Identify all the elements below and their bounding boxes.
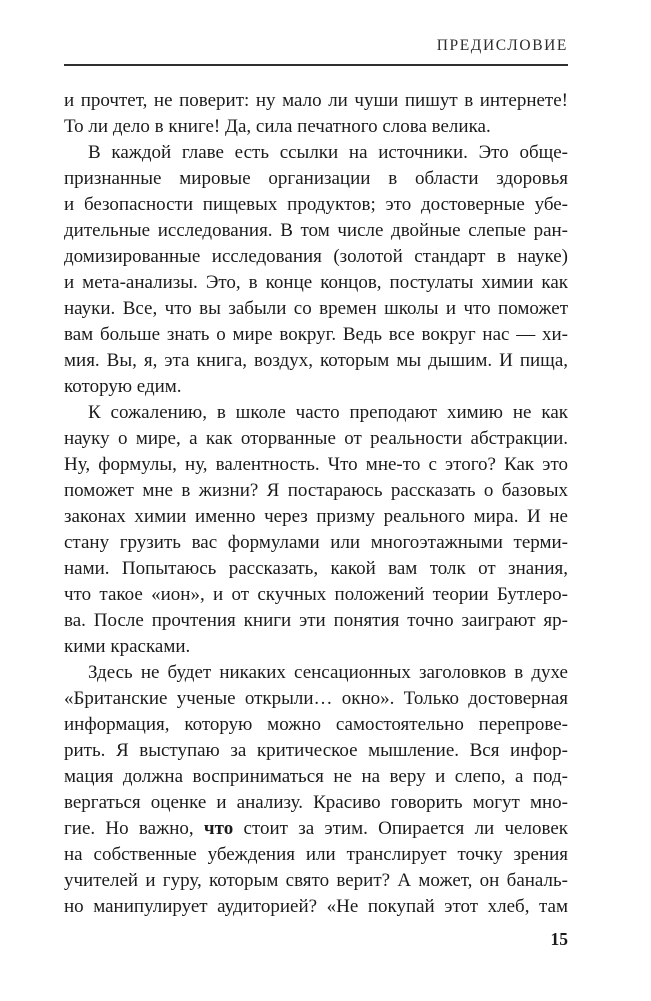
text-line: В каждой главе есть ссылки на источники. Это обще- xyxy=(88,142,568,163)
text-line: что такое «ион», и от скучных положений теории Бутлеро- xyxy=(64,584,568,605)
text-line: науку о мире, а как оторванные от реальности абстракции. xyxy=(64,428,568,449)
text-line: информация, которую можно самостоятельно перепрове- xyxy=(64,714,568,735)
text-line: К сожалению, в школе часто преподают химию не как xyxy=(88,402,568,423)
body-text xyxy=(64,88,568,920)
text-line: и безопасности пищевых продуктов; это достоверные убе- xyxy=(64,194,568,215)
running-header-label: ПРЕДИСЛОВИЕ xyxy=(436,37,568,54)
text-line: дительные исследования. В том числе двойные слепые ран- xyxy=(64,220,568,241)
page-footer xyxy=(64,929,568,950)
text-line: гие. Но важно, что стоит за этим. Опирается ли человек xyxy=(64,818,568,839)
text-line: поможет мне в жизни? Я постараюсь рассказать о базовых xyxy=(64,480,568,501)
text-line: которую едим. xyxy=(64,376,182,397)
text-line: мация должна восприниматься не на веру и слепо, а под- xyxy=(64,766,568,787)
text-line: на собственные убеждения или транслирует точку зрения xyxy=(64,844,568,865)
paragraph xyxy=(64,88,568,140)
text-line: кими красками. xyxy=(64,636,191,657)
text-line: ва. После прочтения книги эти понятия точно заиграют яр- xyxy=(64,610,568,631)
text-line: науки. Все, что вы забыли со времен школы и что поможет xyxy=(64,298,568,319)
text-line: Ну, формулы, ну, валентность. Что мне-то с этого? Как это xyxy=(64,454,568,475)
text-line: мия. Вы, я, эта книга, воздух, которым мы дышим. И пища, xyxy=(64,350,568,371)
paragraph xyxy=(64,660,568,920)
page-number: 15 xyxy=(550,929,568,949)
text-line: рить. Я выступаю за критическое мышление. Вся инфор- xyxy=(64,740,568,761)
text-line: вергаться оценке и анализу. Красиво говорить могут мно- xyxy=(64,792,568,813)
paragraph xyxy=(64,140,568,400)
text-line: вам больше знать о мире вокруг. Ведь все вокруг нас — хи- xyxy=(64,324,568,345)
text-line: То ли дело в книге! Да, сила печатного слова велика. xyxy=(64,116,491,137)
text-line: «Британские ученые открыли… окно». Только достоверная xyxy=(64,688,568,709)
text-line: но манипулирует аудиторией? «Не покупай этот хлеб, там xyxy=(64,896,568,917)
text-line: Здесь не будет никаких сенсационных заголовков в духе xyxy=(88,662,568,683)
text-line: нами. Попытаюсь рассказать, какой вам толк от знания, xyxy=(64,558,568,579)
text-line: законах химии именно через призму реального мира. И не xyxy=(64,506,568,527)
text-line: и мета-анализы. Это, в конце концов, постулаты химии как xyxy=(64,272,568,293)
text-line: стану грузить вас формулами или многоэтажными терми- xyxy=(64,532,568,553)
paragraph xyxy=(64,400,568,660)
text-line: учителей и гуру, которым свято верит? А может, он баналь- xyxy=(64,870,568,891)
text-line: домизированные исследования (золотой стандарт в науке) xyxy=(64,246,568,267)
text-line: и прочтет, не поверит: ну мало ли чуши пишут в интернете! xyxy=(64,90,568,111)
running-header xyxy=(64,36,568,66)
text-line: признанные мировые организации в области здоровья xyxy=(64,168,568,189)
